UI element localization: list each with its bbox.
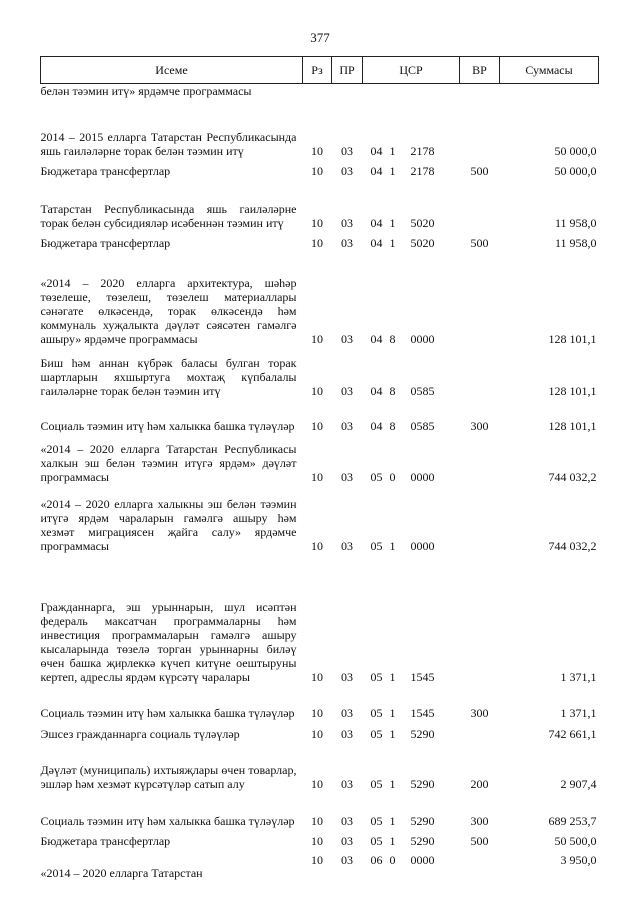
row-rz: 10 [311,164,323,178]
row-vr [460,725,500,746]
row-rz: 10 [311,706,323,720]
row-pr: 03 [341,164,353,178]
row-csr-2: 0 [389,853,396,867]
row-name: Бюджетара трансфертлар [40,834,171,848]
budget-table [40,56,599,885]
row-csr-1: 05 [370,777,383,791]
row-csr-2: 1 [389,236,396,250]
row-rz: 10 [311,539,323,553]
row-csr-2: 1 [389,706,396,720]
row-pr: 03 [341,777,353,791]
row-name: Бюджетара трансфертлар [40,164,171,178]
row-csr-1: 06 [370,853,383,867]
row-csr-2: 8 [389,332,396,346]
row-csr-2: 8 [389,419,396,433]
table-row [41,833,599,853]
row-pr: 03 [341,332,353,346]
row-name: Эшсез гражданнарга социаль түләүләр [40,727,240,741]
row-csr-3: 2178 [410,144,435,158]
row-csr-1 [363,84,390,103]
row-csr-2: 1 [389,814,396,828]
row-csr-1: 04 [370,164,383,178]
row-csr-3: 0000 [410,470,435,484]
row-csr-3: 2178 [410,164,435,178]
row-csr-3 [411,84,460,103]
row-csr-3: 0585 [410,419,435,433]
row-pr: 03 [341,814,353,828]
row-pr: 03 [341,834,353,848]
row-csr-3: 5290 [410,727,435,741]
row-csr-1: 05 [370,539,383,553]
row-name: Дәүләт (муниципаль) ихтыяҗлары өчен товарлар, эшләр һәм хезмәт күрсәтүләр сатып алу [40,763,297,791]
table-row [41,403,599,438]
row-sum [500,84,599,103]
row-csr-1: 05 [370,706,383,720]
row-sum: 128 101,1 [548,419,597,433]
table-row [41,183,599,235]
row-vr: 500 [470,236,489,250]
table-row [41,84,599,103]
row-vr: 500 [470,164,489,178]
row-rz: 10 [311,144,323,158]
table-row [41,438,599,489]
row-csr-3: 5020 [410,216,435,230]
row-vr [460,255,500,351]
table-row [41,235,599,255]
row-sum: 742 661,1 [548,727,597,741]
row-csr-3: 5020 [410,236,435,250]
row-vr [460,438,500,489]
row-csr-2: 1 [389,144,396,158]
table-row [41,796,599,833]
row-pr: 03 [341,419,353,433]
row-csr-1: 04 [370,419,383,433]
row-rz: 10 [311,777,323,791]
header-vr: ВР [460,57,500,84]
row-csr-3: 0000 [410,853,435,867]
row-csr-1: 04 [370,144,383,158]
row-vr [460,351,500,403]
row-vr [460,853,500,885]
row-rz: 10 [311,853,323,867]
row-name: «2014 – 2020 елларга Татарстан Республикасы халкын эш белән тәэмин итүгә ярдәм» дәүләт программасы [40,442,297,484]
row-vr [460,183,500,235]
row-pr: 03 [341,706,353,720]
table-header-row [41,57,599,84]
row-csr-3: 5290 [410,814,435,828]
row-vr: 300 [470,419,489,433]
row-rz: 10 [311,332,323,346]
row-pr: 03 [341,539,353,553]
row-pr: 03 [341,853,353,867]
row-pr: 03 [341,727,353,741]
row-pr [332,84,363,103]
header-sum: Суммасы [500,57,599,84]
row-csr-2 [390,84,411,103]
row-csr-2: 1 [389,539,396,553]
row-csr-1: 04 [370,384,383,398]
header-pr: ПР [332,57,363,84]
row-sum: 689 253,7 [548,814,597,828]
page-number: 377 [310,30,330,45]
row-vr [460,558,500,689]
row-name: Социаль тәэмин итү һәм халыкка башка түләүләр [40,706,295,720]
row-sum: 744 032,2 [548,539,597,553]
row-vr [460,489,500,558]
row-rz: 10 [311,419,323,433]
row-csr-2: 1 [389,164,396,178]
row-name: белән тәэмин итү» ярдәмче программасы [40,84,252,98]
row-vr: 500 [470,834,489,848]
row-rz: 10 [311,670,323,684]
row-name: Биш һәм аннан күбрәк баласы булган торак шартларын яхшыртуга мохтаҗ күпбалалы гаиләләрне торак белән тәэмин итү [40,356,297,398]
row-pr: 03 [341,216,353,230]
row-rz [303,84,332,103]
row-sum: 1 371,1 [560,706,597,720]
row-rz: 10 [311,470,323,484]
row-pr: 03 [341,470,353,484]
row-name: Гражданнарга, эш урыннарын, шул исәптән федераль максатчан программаларны һәм инвестиция программаларын гамәлгә ашыру кысаларында төзелә торган урыннарны биләү өчен башка җирлеккә күчеп китүне оештыруны кертеп, адреслы ярдәм күрсәтү чаралары [40,600,297,684]
table-row [41,725,599,746]
table-row [41,689,599,725]
row-sum: 2 907,4 [560,777,597,791]
row-name: «2014 – 2020 елларга Татарстан [40,866,203,880]
table-row [41,489,599,558]
row-vr [460,84,500,103]
row-csr-1: 05 [370,814,383,828]
row-sum: 50 500,0 [554,834,597,848]
row-csr-2: 1 [389,777,396,791]
row-csr-2: 1 [389,727,396,741]
row-name: Татарстан Республикасында яшь гаиләләрне торак белән субсидияләр исәбеннән тәэмин итү [40,202,297,230]
row-csr-3: 0000 [410,539,435,553]
row-csr-2: 1 [389,216,396,230]
table-row [41,102,599,163]
row-csr-2: 1 [389,834,396,848]
row-vr: 300 [470,706,489,720]
table-row [41,351,599,403]
row-vr [460,102,500,163]
row-csr-3: 1545 [410,706,435,720]
row-vr: 300 [470,814,489,828]
table-row [41,558,599,689]
row-pr: 03 [341,384,353,398]
row-csr-1: 04 [370,216,383,230]
row-csr-2: 0 [389,470,396,484]
row-csr-1: 05 [370,834,383,848]
row-csr-3: 0585 [410,384,435,398]
row-name: Социаль тәэмин итү һәм халыкка башка түләүләр [40,419,295,433]
table-row [41,853,599,885]
row-csr-1: 05 [370,670,383,684]
row-csr-1: 04 [370,236,383,250]
row-name: Бюджетара трансфертлар [40,236,171,250]
row-csr-3: 5290 [410,777,435,791]
row-sum: 50 000,0 [554,164,597,178]
row-sum: 11 958,0 [554,216,597,230]
row-csr-2: 1 [389,670,396,684]
row-sum: 1 371,1 [560,670,597,684]
row-name: «2014 – 2020 елларга архитектура, шәһәр төзелеше, төзелеш, төзелеш материаллары сәнәгате өлкәсендә, торак өлкәсендә һәм коммуналь хуҗалыкта дәүләт сәясәтен гамәлгә ашыру» ярдәмче программасы [40,276,297,346]
header-rz: Рз [303,57,332,84]
row-csr-1: 04 [370,332,383,346]
row-pr: 03 [341,670,353,684]
row-sum: 128 101,1 [548,384,597,398]
header-name: Исеме [41,57,303,84]
row-rz: 10 [311,834,323,848]
row-csr-2: 8 [389,384,396,398]
row-name: «2014 – 2020 елларга халыкны эш белән тәэмин итүгә ярдәм чараларын гамәлгә ашыру һәм хезмәт миграциясен җайга салу» ярдәмче программасы [40,497,297,553]
table-row [41,163,599,183]
row-sum: 3 950,0 [560,853,597,867]
row-vr: 200 [470,777,489,791]
row-rz: 10 [311,384,323,398]
row-csr-3: 0000 [410,332,435,346]
row-csr-1: 05 [370,727,383,741]
row-pr: 03 [341,236,353,250]
row-sum: 744 032,2 [548,470,597,484]
row-name: 2014 – 2015 елларга Татарстан Республикасында яшь гаиләләрне торак белән тәэмин итү [40,130,297,158]
row-sum: 50 000,0 [554,144,597,158]
row-rz: 10 [311,727,323,741]
row-csr-3: 1545 [410,670,435,684]
row-name: Социаль тәэмин итү һәм халыкка башка түләүләр [40,814,295,828]
row-rz: 10 [311,814,323,828]
row-pr: 03 [341,144,353,158]
row-rz: 10 [311,216,323,230]
row-sum: 11 958,0 [554,236,597,250]
row-csr-1: 05 [370,470,383,484]
row-rz: 10 [311,236,323,250]
table-row [41,746,599,796]
table-row [41,255,599,351]
row-sum: 128 101,1 [548,332,597,346]
row-csr-3: 5290 [410,834,435,848]
header-csr: ЦСР [363,57,460,84]
